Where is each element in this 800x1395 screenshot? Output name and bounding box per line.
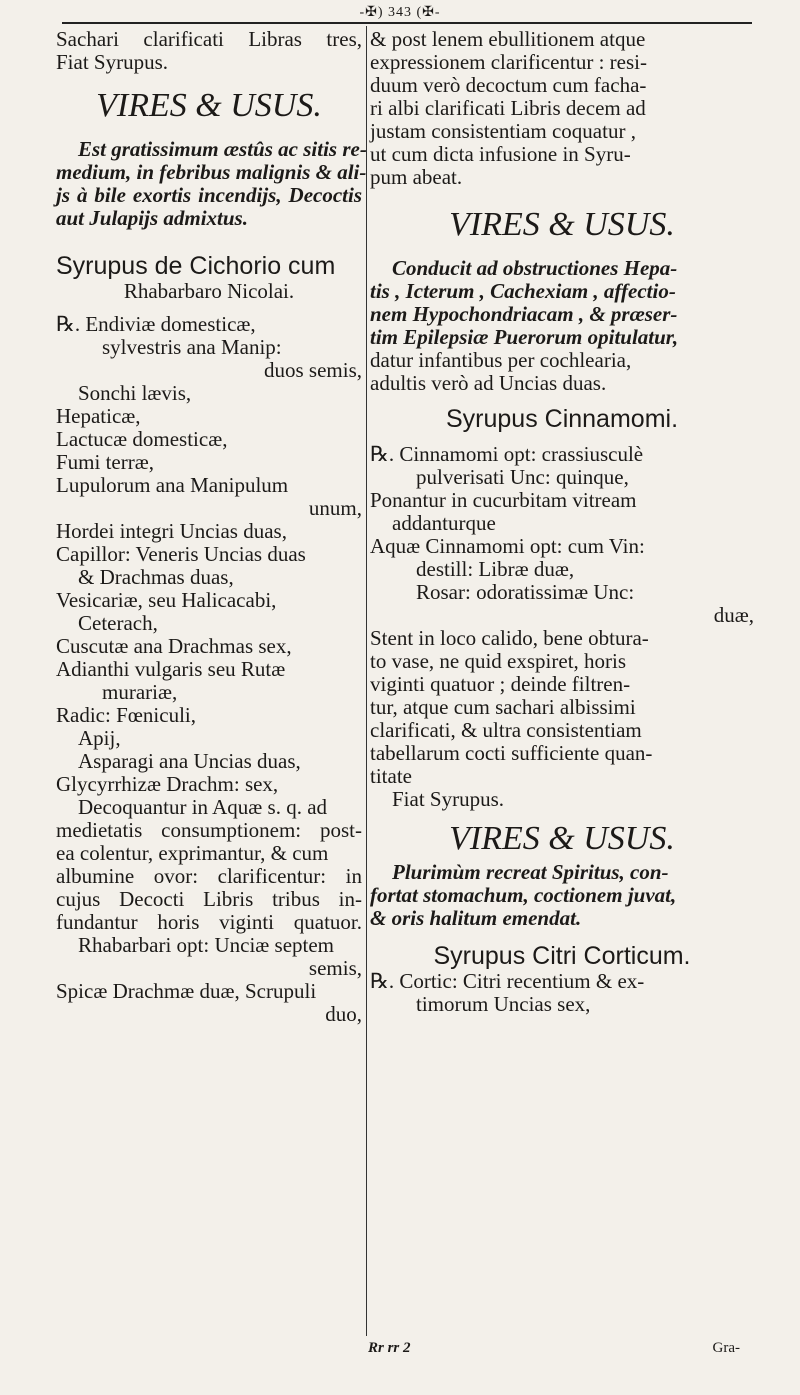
text-line: medium, in febribus malignis & ali- [56, 160, 367, 184]
recipe-line: ea colentur, exprimantur, & cum [56, 841, 329, 865]
header-rule [62, 22, 752, 24]
recipe-line: Radic: Fœniculi, [56, 703, 196, 727]
recipe-line: Lactucæ domesticæ, [56, 427, 228, 451]
recipe-line: timorum Uncias sex, [416, 992, 591, 1016]
recipe-line: viginti quatuor ; deinde filtren- [370, 672, 631, 696]
recipe-title: Syrupus Cinnamomi. [445, 405, 679, 433]
text-line: Plurimùm recreat Spiritus, con- [392, 860, 669, 884]
text-line: duum verò decoctum cum facha- [370, 73, 647, 97]
text-line: Conducit ad obstructiones Hepa- [392, 256, 678, 280]
text-line: Sachari clarificati Libras tres, [56, 27, 362, 51]
text-line: tim Epilepsiæ Puerorum opitulatur, [370, 325, 679, 349]
page-footer [60, 1340, 760, 1362]
section-heading-vires-usus: VIRES & USUS. [96, 87, 322, 124]
catchword: Gra- [712, 1340, 740, 1356]
recipe-line: Rosar: odoratissimæ Unc: [416, 580, 635, 604]
recipe-line: Cuscutæ ana Drachmas sex, [56, 634, 292, 658]
text-line: ut cum dicta infusione in Syru- [370, 142, 631, 166]
recipe-line: ℞. Cinnamomi opt: crassiusculè [370, 442, 644, 466]
text-line: Fiat Syrupus. [56, 50, 169, 74]
recipe-line: sylvestris ana Manip: [102, 335, 282, 359]
right-column [370, 28, 754, 1016]
recipe-line: Glycyrrhizæ Drachm: sex, [56, 772, 279, 796]
recipe-line: addanturque [392, 511, 496, 535]
text-line: fortat stomachum, coctionem juvat, [370, 883, 677, 907]
recipe-line: Decoquantur in Aquæ s. q. ad [78, 795, 328, 819]
recipe-line: Sonchi lævis, [78, 381, 192, 405]
signature-mark: Rr rr 2 [368, 1340, 411, 1356]
recipe-line: ℞. Cortic: Citri recentium & ex- [370, 969, 645, 993]
text-line: js à bile exortis incendijs, Decoctis [56, 183, 362, 207]
text-line: datur infantibus per cochlearia, [370, 348, 632, 372]
recipe-line: Aquæ Cinnamomi opt: cum Vin: [370, 534, 645, 558]
recipe-line: Rhabarbari opt: Unciæ septem [78, 933, 335, 957]
recipe-line: Ponantur in cucurbitam vitream [370, 488, 637, 512]
recipe-line: medietatis consumptionem: post- [56, 818, 362, 842]
recipe-title: Syrupus Citri Corticum. [433, 942, 691, 970]
text-line: & oris halitum emendat. [370, 906, 582, 930]
text-line: ri albi clarificati Libris decem ad [370, 96, 646, 120]
recipe-line: Fiat Syrupus. [392, 787, 505, 811]
recipe-line: clarificati, & ultra consistentiam [370, 718, 642, 742]
recipe-line: ℞. Endiviæ domesticæ, [56, 312, 256, 336]
recipe-line: Hepaticæ, [56, 404, 141, 428]
recipe-line: albumine ovor: clarificentur: in [56, 864, 362, 888]
section-heading-vires-usus: VIRES & USUS. [449, 820, 675, 857]
recipe-line: destill: Libræ duæ, [416, 557, 575, 581]
recipe-line: duæ, [713, 603, 754, 627]
text-line: justam consistentiam coquatur , [370, 119, 636, 143]
section-heading-vires-usus: VIRES & USUS. [449, 206, 675, 243]
recipe-line: Lupulorum ana Manipulum [56, 473, 289, 497]
text-line: & post lenem ebullitionem atque [370, 27, 646, 51]
recipe-line: Spicæ Drachmæ duæ, Scrupuli [56, 979, 317, 1003]
left-column [56, 27, 367, 1026]
recipe-line: Ceterach, [78, 611, 158, 635]
recipe-line: Apij, [78, 726, 121, 750]
recipe-title: Syrupus de Cichorio cum [56, 252, 336, 280]
recipe-line: duo, [325, 1002, 362, 1026]
recipe-line: murariæ, [102, 680, 178, 704]
recipe-line: Fumi terræ, [56, 450, 154, 474]
recipe-line: to vase, ne quid exspiret, horis [370, 649, 627, 673]
recipe-line: Hordei integri Uncias duas, [56, 519, 287, 543]
recipe-line: semis, [308, 956, 362, 980]
recipe-line: Capillor: Veneris Uncias duas [56, 542, 306, 566]
recipe-line: Vesicariæ, seu Halicacabi, [56, 588, 277, 612]
recipe-line: pulverisati Unc: quinque, [416, 465, 629, 489]
text-line: Est gratissimum æstûs ac sitis re- [78, 137, 367, 161]
recipe-line: Stent in loco calido, bene obtura- [370, 626, 649, 650]
text-line: aut Julapijs admixtus. [56, 206, 248, 230]
text-line: tis , Icterum , Cachexiam , affectio- [370, 279, 676, 303]
recipe-line: cujus Decocti Libris tribus in- [56, 887, 362, 911]
recipe-line: Asparagi ana Uncias duas, [78, 749, 301, 773]
column-divider [366, 26, 367, 1336]
text-line: pum abeat. [370, 165, 463, 189]
text-line: adultis verò ad Uncias duas. [370, 371, 607, 395]
recipe-line: fundantur horis viginti quatuor. [56, 910, 362, 934]
recipe-line: unum, [308, 496, 362, 520]
page-number-header: -✠) 343 (✠- [359, 5, 441, 20]
recipe-line: Adianthi vulgaris seu Rutæ [56, 657, 286, 681]
recipe-line: & Drachmas duas, [78, 565, 234, 589]
recipe-subtitle: Rhabarbaro Nicolai. [123, 279, 295, 303]
recipe-line: duos semis, [263, 358, 362, 382]
recipe-line: titate [370, 764, 412, 788]
recipe-line: tur, atque cum sachari albissimi [370, 695, 636, 719]
text-line: expressionem clarificentur : resi- [370, 50, 647, 74]
recipe-line: tabellarum cocti sufficiente quan- [370, 741, 653, 765]
text-line: nem Hypochondriacam , & præser- [370, 302, 678, 326]
